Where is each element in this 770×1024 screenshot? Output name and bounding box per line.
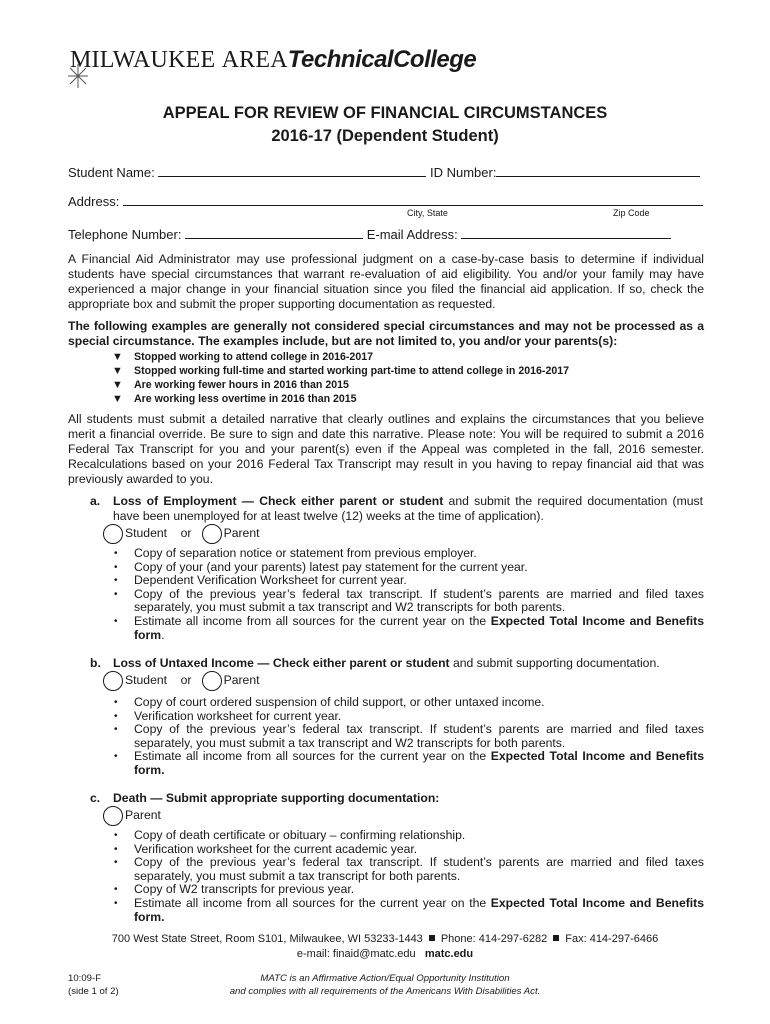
list-item: • Copy of death certificate or obituary – confirming relationship. (112, 829, 704, 843)
section-b-options (103, 671, 260, 691)
student-name-label: Student Name: (68, 165, 155, 180)
id-number-label: ID Number: (429, 165, 497, 180)
list-item: • Dependent Verification Worksheet for current year. (112, 574, 704, 588)
square-bullet-icon (553, 935, 559, 941)
not-special-paragraph: The following examples are generally not considered special circumstances and may not be processed as a special circumstance. The examples include, but are not limited to, you and/or your parents(s): (68, 319, 704, 348)
footer-website[interactable]: matc.edu (424, 948, 474, 960)
list-item: ▼ Are working fewer hours in 2016 than 2015 (112, 379, 349, 391)
parent-checkbox[interactable] (202, 524, 222, 544)
square-bullet-icon (429, 935, 435, 941)
footer-email[interactable]: e-mail: finaid@matc.edu (296, 948, 416, 960)
address-field[interactable] (123, 194, 703, 206)
section-b-heading: Loss of Untaxed Income — Check either parent or student and submit supporting documentation. (113, 656, 660, 670)
contact-row (68, 227, 671, 242)
section-a-heading: Loss of Employment — Check either parent or student and submit the required documentation (must have been unemployed for at least twelve (12) weeks at the time of application). (113, 494, 704, 523)
student-checkbox[interactable] (103, 671, 123, 691)
section-b-label: b. (90, 656, 101, 670)
section-c-heading: Death — Submit appropriate supporting documentation: (113, 791, 440, 805)
telephone-label: Telephone Number: (68, 227, 182, 242)
list-item: • Copy of your (and your parents) latest pay statement for the current year. (112, 561, 704, 575)
section-a-label: a. (90, 494, 101, 508)
logo-milwaukee: MILWAUKEE (70, 47, 216, 73)
footer-address: 700 West State Street, Room S101, Milwaukee, WI 53233-1443 (111, 933, 423, 945)
list-item: ▼ Stopped working to attend college in 2016-2017 (112, 351, 374, 363)
parent-option-label: Parent (223, 526, 260, 541)
list-item: • Estimate all income from all sources for the current year on the Expected Total Income and Benefits form. (112, 750, 704, 777)
parent-checkbox[interactable] (202, 671, 222, 691)
list-item: ▼ Are working less overtime in 2016 than 2015 (112, 393, 357, 405)
email-field[interactable] (461, 227, 671, 239)
parent-option-label: Parent (125, 808, 161, 823)
eeo-statement: MATC is an Affirmative Action/Equal Opportunity Institution and complies with all requirements of the Americans With Disabilities Act. (229, 973, 541, 997)
student-option-label: Student (125, 526, 168, 541)
list-item: • Copy of court ordered suspension of child support, or other untaxed income. (112, 696, 704, 710)
section-b-list (112, 696, 704, 778)
or-label: or (180, 526, 192, 541)
section-c-list (112, 829, 704, 924)
city-state-hint: City, State (407, 208, 448, 218)
student-name-row (68, 165, 700, 180)
logo-wordmark (70, 46, 476, 74)
list-item: • Verification worksheet for current year. (112, 710, 704, 724)
intro-paragraph: A Financial Aid Administrator may use professional judgment on a case-by-case basis to determine if individual students have special circumstances that warrant re-evaluation of aid eligibility. You and/or your family may have experienced a major change in your financial situation since you filed the financial aid application. If so, check the appropriate box and submit the proper supporting documentation as requested. (68, 252, 704, 311)
list-item: • Copy of the previous year’s federal tax transcript. If student’s parents are married and filed taxes separately, you must submit a tax transcript for both parents. (112, 856, 704, 883)
address-row (68, 194, 703, 209)
triangle-down-icon: ▼ (112, 351, 123, 363)
narrative-paragraph: All students must submit a detailed narrative that clearly outlines and explains the circumstances that you believe merit a financial override. Be sure to sign and date this narrative. Please note: You will be required to submit a 2016 Federal Tax Transcript for you and your parent(s) even if the Appeal was completed in the fall, 2016 semester. Recalculations based on your 2016 Federal Tax Transcript may result in you having to repay financial aid that was previously awarded to you. (68, 412, 704, 486)
or-label: or (180, 673, 192, 688)
logo-area: AREA (221, 47, 288, 73)
list-item: • Copy of the previous year’s federal tax transcript. If student’s parents are married and filed taxes separately, you must submit a tax transcript and W2 transcripts for both parents. (112, 723, 704, 750)
list-item: ▼ Stopped working full-time and started working part-time to attend college in 2016-2017 (112, 365, 570, 377)
list-item: • Verification worksheet for the current academic year. (112, 843, 704, 857)
section-a-list (112, 547, 704, 642)
list-item: • Copy of W2 transcripts for previous year. (112, 883, 704, 897)
logo-technical-college: TechnicalCollege (287, 46, 477, 73)
section-c-options (103, 806, 161, 826)
triangle-down-icon: ▼ (112, 365, 123, 377)
footer-contact (0, 933, 770, 945)
zip-code-hint: Zip Code (613, 208, 650, 218)
footer-phone: Phone: 414-297-6282 (440, 933, 548, 945)
student-name-field[interactable] (158, 165, 426, 177)
section-a-options (103, 524, 260, 544)
address-label: Address: (68, 194, 120, 209)
student-checkbox[interactable] (103, 524, 123, 544)
footer-web (0, 948, 770, 960)
student-option-label: Student (125, 673, 168, 688)
triangle-down-icon: ▼ (112, 393, 123, 405)
parent-checkbox[interactable] (103, 806, 123, 826)
id-number-field[interactable] (496, 165, 700, 177)
triangle-down-icon: ▼ (112, 379, 123, 391)
parent-option-label: Parent (223, 673, 260, 688)
list-item: • Estimate all income from all sources for the current year on the Expected Total Income and Benefits form. (112, 897, 704, 924)
document-title: APPEAL FOR REVIEW OF FINANCIAL CIRCUMSTANCES (162, 104, 608, 122)
not-special-list (112, 350, 569, 406)
email-label: E-mail Address: (366, 227, 458, 242)
list-item: • Estimate all income from all sources for the current year on the Expected Total Income and Benefits form. (112, 615, 704, 642)
form-code: 10:09-F (side 1 of 2) (68, 973, 119, 997)
footer-fax: Fax: 414-297-6466 (565, 933, 659, 945)
telephone-field[interactable] (185, 227, 363, 239)
list-item: • Copy of separation notice or statement from previous employer. (112, 547, 704, 561)
section-c-label: c. (90, 791, 101, 805)
document-subtitle: 2016-17 (Dependent Student) (271, 127, 499, 145)
list-item: • Copy of the previous year’s federal tax transcript. If student’s parents are married and filed taxes separately, you must submit a tax transcript and W2 transcripts for both parents. (112, 588, 704, 615)
